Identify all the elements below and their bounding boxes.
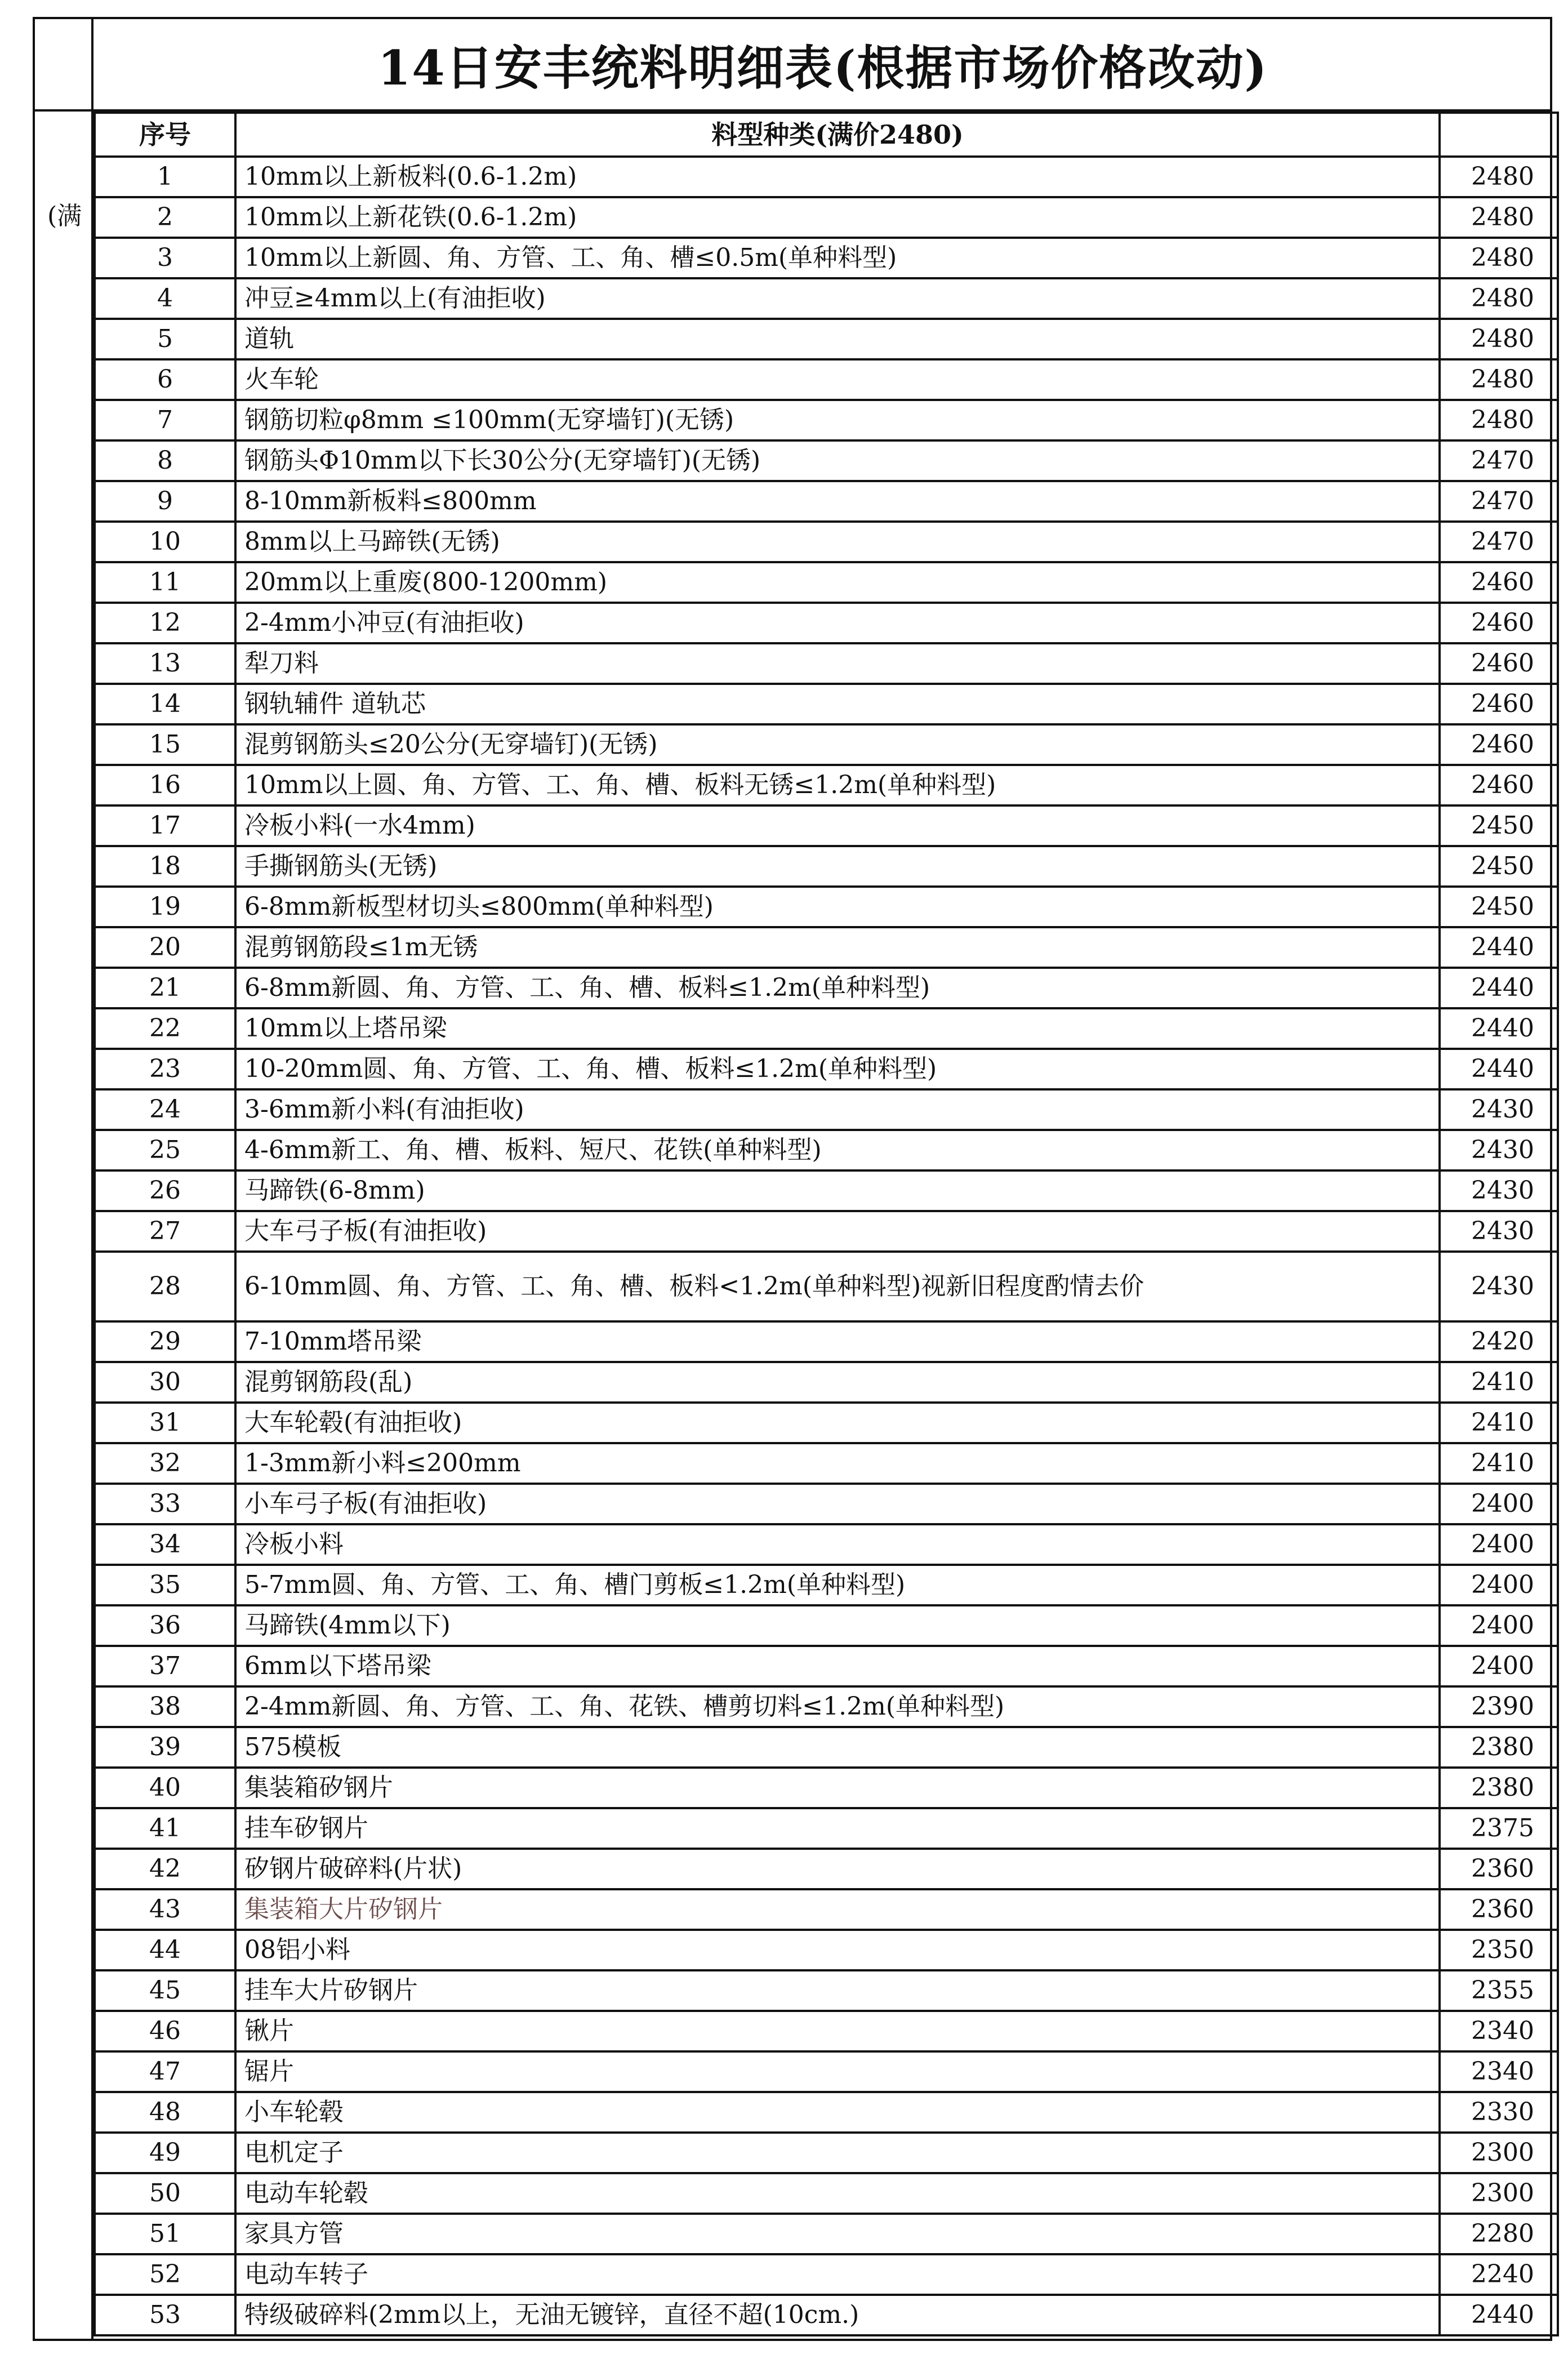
row-material: 锹片 xyxy=(235,2011,1440,2051)
header-seq: 序号 xyxy=(95,113,235,157)
row-seq: 41 xyxy=(95,1808,235,1849)
row-price: 2450 xyxy=(1440,887,1558,927)
row-price: 2380 xyxy=(1440,1768,1558,1808)
table-row xyxy=(95,846,1558,887)
table-row xyxy=(95,1849,1558,1889)
table-row xyxy=(95,1170,1558,1211)
row-seq: 29 xyxy=(95,1321,235,1362)
row-seq: 46 xyxy=(95,2011,235,2051)
row-material: 挂车大片矽钢片 xyxy=(235,1970,1440,2011)
row-seq: 52 xyxy=(95,2254,235,2295)
table-row xyxy=(95,197,1558,238)
row-seq: 9 xyxy=(95,481,235,522)
row-material: 10mm以上塔吊梁 xyxy=(235,1008,1440,1049)
row-price: 2410 xyxy=(1440,1362,1558,1403)
row-material: 钢筋头Φ10mm以下长30公分(无穿墙钉)(无锈) xyxy=(235,440,1440,481)
row-material: 4-6mm新工、角、槽、板料、短尺、花铁(单种料型) xyxy=(235,1130,1440,1170)
row-material: 钢筋切粒φ8mm ≤100mm(无穿墙钉)(无锈) xyxy=(235,400,1440,440)
row-material: 10-20mm圆、角、方管、工、角、槽、板料≤1.2m(单种料型) xyxy=(235,1049,1440,1089)
row-seq: 19 xyxy=(95,887,235,927)
table-row xyxy=(95,1970,1558,2011)
row-material: 10mm以上圆、角、方管、工、角、槽、板料无锈≤1.2m(单种料型) xyxy=(235,765,1440,805)
table-row xyxy=(95,1686,1558,1727)
row-price: 2470 xyxy=(1440,522,1558,562)
row-seq: 8 xyxy=(95,440,235,481)
row-price: 2450 xyxy=(1440,805,1558,846)
table-row xyxy=(95,805,1558,846)
row-material: 3-6mm新小料(有油拒收) xyxy=(235,1089,1440,1130)
table-row xyxy=(95,481,1558,522)
table-row xyxy=(95,2214,1558,2254)
side-note: (满 xyxy=(47,202,82,230)
table-row xyxy=(95,1727,1558,1768)
row-price: 2340 xyxy=(1440,2011,1558,2051)
row-price: 2300 xyxy=(1440,2133,1558,2173)
row-price: 2390 xyxy=(1440,1686,1558,1727)
row-seq: 10 xyxy=(95,522,235,562)
row-price: 2240 xyxy=(1440,2254,1558,2295)
row-material: 1-3mm新小料≤200mm xyxy=(235,1443,1440,1484)
table-row xyxy=(95,278,1558,319)
row-material: 小车轮毂 xyxy=(235,2092,1440,2133)
table-row xyxy=(95,2173,1558,2214)
row-material: 矽钢片破碎料(片状) xyxy=(235,1849,1440,1889)
table-row xyxy=(95,2295,1558,2335)
row-seq: 18 xyxy=(95,846,235,887)
row-seq: 16 xyxy=(95,765,235,805)
row-material: 手撕钢筋头(无锈) xyxy=(235,846,1440,887)
row-price: 2300 xyxy=(1440,2173,1558,2214)
row-material: 冲豆≥4mm以上(有油拒收) xyxy=(235,278,1440,319)
row-seq: 33 xyxy=(95,1484,235,1524)
row-material: 电机定子 xyxy=(235,2133,1440,2173)
row-seq: 30 xyxy=(95,1362,235,1403)
row-price: 2280 xyxy=(1440,2214,1558,2254)
row-price: 2480 xyxy=(1440,400,1558,440)
row-seq: 13 xyxy=(95,643,235,684)
row-price: 2340 xyxy=(1440,2051,1558,2092)
row-material: 08铝小料 xyxy=(235,1930,1440,1970)
row-price: 2350 xyxy=(1440,1930,1558,1970)
row-material: 马蹄铁(6-8mm) xyxy=(235,1170,1440,1211)
row-price: 2460 xyxy=(1440,684,1558,724)
row-seq: 47 xyxy=(95,2051,235,2092)
row-material: 混剪钢筋段(乱) xyxy=(235,1362,1440,1403)
row-material: 8-10mm新板料≤800mm xyxy=(235,481,1440,522)
row-seq: 39 xyxy=(95,1727,235,1768)
row-seq: 32 xyxy=(95,1443,235,1484)
row-price: 2440 xyxy=(1440,2295,1558,2335)
table-row xyxy=(95,157,1558,197)
row-seq: 50 xyxy=(95,2173,235,2214)
row-material: 集装箱大片矽钢片 xyxy=(235,1889,1440,1930)
row-material: 8mm以上马蹄铁(无锈) xyxy=(235,522,1440,562)
row-price: 2460 xyxy=(1440,603,1558,643)
table-row xyxy=(95,2051,1558,2092)
row-material: 钢轨辅件 道轨芯 xyxy=(235,684,1440,724)
row-price: 2430 xyxy=(1440,1130,1558,1170)
row-seq: 35 xyxy=(95,1565,235,1605)
table-row xyxy=(95,1443,1558,1484)
row-price: 2430 xyxy=(1440,1252,1558,1321)
row-material: 2-4mm小冲豆(有油拒收) xyxy=(235,603,1440,643)
row-material: 10mm以上新花铁(0.6-1.2m) xyxy=(235,197,1440,238)
table-row xyxy=(95,684,1558,724)
row-material: 集装箱矽钢片 xyxy=(235,1768,1440,1808)
row-price: 2480 xyxy=(1440,197,1558,238)
row-price: 2400 xyxy=(1440,1605,1558,1646)
row-material: 道轨 xyxy=(235,319,1440,359)
row-seq: 44 xyxy=(95,1930,235,1970)
table-row xyxy=(95,927,1558,968)
table-row xyxy=(95,1808,1558,1849)
row-material: 5-7mm圆、角、方管、工、角、槽门剪板≤1.2m(单种料型) xyxy=(235,1565,1440,1605)
row-seq: 45 xyxy=(95,1970,235,2011)
row-price: 2440 xyxy=(1440,968,1558,1008)
row-seq: 7 xyxy=(95,400,235,440)
row-material: 冷板小料(一水4mm) xyxy=(235,805,1440,846)
row-material: 10mm以上新圆、角、方管、工、角、槽≤0.5m(单种料型) xyxy=(235,238,1440,278)
row-material: 挂车矽钢片 xyxy=(235,1808,1440,1849)
row-price: 2400 xyxy=(1440,1646,1558,1686)
row-seq: 15 xyxy=(95,724,235,765)
row-material: 大车弓子板(有油拒收) xyxy=(235,1211,1440,1252)
row-material: 冷板小料 xyxy=(235,1524,1440,1565)
row-price: 2410 xyxy=(1440,1403,1558,1443)
header-price xyxy=(1440,113,1558,157)
table-row xyxy=(95,2092,1558,2133)
table-row xyxy=(95,1484,1558,1524)
row-price: 2480 xyxy=(1440,319,1558,359)
row-price: 2400 xyxy=(1440,1484,1558,1524)
row-material: 大车轮毂(有油拒收) xyxy=(235,1403,1440,1443)
row-seq: 24 xyxy=(95,1089,235,1130)
table-row xyxy=(95,1889,1558,1930)
row-price: 2430 xyxy=(1440,1089,1558,1130)
row-material: 20mm以上重废(800-1200mm) xyxy=(235,562,1440,603)
row-material: 犁刀料 xyxy=(235,643,1440,684)
row-seq: 22 xyxy=(95,1008,235,1049)
row-seq: 38 xyxy=(95,1686,235,1727)
row-price: 2460 xyxy=(1440,562,1558,603)
row-material: 特级破碎料(2mm以上，无油无镀锌，直径不超(10cm.) xyxy=(235,2295,1440,2335)
row-price: 2480 xyxy=(1440,278,1558,319)
row-seq: 43 xyxy=(95,1889,235,1930)
row-seq: 14 xyxy=(95,684,235,724)
row-seq: 5 xyxy=(95,319,235,359)
table-row xyxy=(95,1646,1558,1686)
table-row xyxy=(95,643,1558,684)
row-price: 2430 xyxy=(1440,1211,1558,1252)
row-price: 2330 xyxy=(1440,2092,1558,2133)
row-seq: 28 xyxy=(95,1252,235,1321)
row-price: 2480 xyxy=(1440,359,1558,400)
row-material: 电动车轮毂 xyxy=(235,2173,1440,2214)
row-seq: 37 xyxy=(95,1646,235,1686)
row-price: 2440 xyxy=(1440,1008,1558,1049)
row-seq: 3 xyxy=(95,238,235,278)
row-material: 6-8mm新板型材切头≤800mm(单种料型) xyxy=(235,887,1440,927)
row-price: 2440 xyxy=(1440,927,1558,968)
table-row xyxy=(95,1403,1558,1443)
table-row xyxy=(95,440,1558,481)
row-price: 2375 xyxy=(1440,1808,1558,1849)
row-seq: 34 xyxy=(95,1524,235,1565)
table-row xyxy=(95,603,1558,643)
table-row xyxy=(95,765,1558,805)
row-seq: 31 xyxy=(95,1403,235,1443)
row-price: 2360 xyxy=(1440,1849,1558,1889)
table-row xyxy=(95,887,1558,927)
row-material: 火车轮 xyxy=(235,359,1440,400)
row-price: 2410 xyxy=(1440,1443,1558,1484)
row-seq: 26 xyxy=(95,1170,235,1211)
table-row xyxy=(95,1089,1558,1130)
table-row xyxy=(95,2011,1558,2051)
row-price: 2480 xyxy=(1440,238,1558,278)
table-row xyxy=(95,1049,1558,1089)
table-row xyxy=(95,1565,1558,1605)
row-price: 2430 xyxy=(1440,1170,1558,1211)
table-row xyxy=(95,1605,1558,1646)
row-seq: 6 xyxy=(95,359,235,400)
table-row xyxy=(95,1008,1558,1049)
row-material: 家具方管 xyxy=(235,2214,1440,2254)
row-material: 锯片 xyxy=(235,2051,1440,2092)
price-table xyxy=(93,112,1559,2336)
table-row xyxy=(95,1930,1558,1970)
row-seq: 20 xyxy=(95,927,235,968)
row-seq: 40 xyxy=(95,1768,235,1808)
row-seq: 17 xyxy=(95,805,235,846)
table-row xyxy=(95,1524,1558,1565)
header-name: 料型种类(满价2480) xyxy=(235,113,1440,157)
table-row xyxy=(95,1130,1558,1170)
row-seq: 4 xyxy=(95,278,235,319)
row-price: 2420 xyxy=(1440,1321,1558,1362)
row-material: 混剪钢筋段≤1m无锈 xyxy=(235,927,1440,968)
table-row xyxy=(95,400,1558,440)
row-material: 电动车转子 xyxy=(235,2254,1440,2295)
row-seq: 1 xyxy=(95,157,235,197)
row-price: 2450 xyxy=(1440,846,1558,887)
row-seq: 21 xyxy=(95,968,235,1008)
row-price: 2400 xyxy=(1440,1565,1558,1605)
row-material: 混剪钢筋头≤20公分(无穿墙钉)(无锈) xyxy=(235,724,1440,765)
row-material: 10mm以上新板料(0.6-1.2m) xyxy=(235,157,1440,197)
table-row xyxy=(95,1321,1558,1362)
table-row xyxy=(95,1211,1558,1252)
row-material: 6mm以下塔吊梁 xyxy=(235,1646,1440,1686)
row-seq: 36 xyxy=(95,1605,235,1646)
table-row xyxy=(95,2133,1558,2173)
row-material: 2-4mm新圆、角、方管、工、角、花铁、槽剪切料≤1.2m(单种料型) xyxy=(235,1686,1440,1727)
table-row xyxy=(95,522,1558,562)
table-row xyxy=(95,968,1558,1008)
row-price: 2470 xyxy=(1440,440,1558,481)
table-row xyxy=(95,1362,1558,1403)
row-material: 6-8mm新圆、角、方管、工、角、槽、板料≤1.2m(单种料型) xyxy=(235,968,1440,1008)
row-seq: 25 xyxy=(95,1130,235,1170)
page-title: 14日安丰统料明细表(根据市场价格改动) xyxy=(377,39,1268,96)
row-price: 2470 xyxy=(1440,481,1558,522)
row-price: 2400 xyxy=(1440,1524,1558,1565)
row-material: 7-10mm塔吊梁 xyxy=(235,1321,1440,1362)
row-seq: 23 xyxy=(95,1049,235,1089)
table-row xyxy=(95,359,1558,400)
table-row xyxy=(95,1252,1558,1321)
row-seq: 48 xyxy=(95,2092,235,2133)
row-seq: 11 xyxy=(95,562,235,603)
row-price: 2355 xyxy=(1440,1970,1558,2011)
table-header-row xyxy=(95,113,1558,157)
row-price: 2440 xyxy=(1440,1049,1558,1089)
row-material: 575模板 xyxy=(235,1727,1440,1768)
table-row xyxy=(95,319,1558,359)
row-material: 小车弓子板(有油拒收) xyxy=(235,1484,1440,1524)
row-seq: 12 xyxy=(95,603,235,643)
row-seq: 51 xyxy=(95,2214,235,2254)
table-row xyxy=(95,2254,1558,2295)
table-row xyxy=(95,1768,1558,1808)
row-price: 2360 xyxy=(1440,1889,1558,1930)
row-price: 2460 xyxy=(1440,765,1558,805)
table-row xyxy=(95,238,1558,278)
row-price: 2460 xyxy=(1440,724,1558,765)
row-seq: 27 xyxy=(95,1211,235,1252)
row-seq: 2 xyxy=(95,197,235,238)
row-seq: 42 xyxy=(95,1849,235,1889)
row-seq: 53 xyxy=(95,2295,235,2335)
row-material: 6-10mm圆、角、方管、工、角、槽、板料<1.2m(单种料型)视新旧程度酌情去价 xyxy=(235,1252,1440,1321)
table-row xyxy=(95,562,1558,603)
row-price: 2460 xyxy=(1440,643,1558,684)
row-price: 2480 xyxy=(1440,157,1558,197)
row-material: 马蹄铁(4mm以下) xyxy=(235,1605,1440,1646)
row-price: 2380 xyxy=(1440,1727,1558,1768)
table-row xyxy=(95,724,1558,765)
row-seq: 49 xyxy=(95,2133,235,2173)
